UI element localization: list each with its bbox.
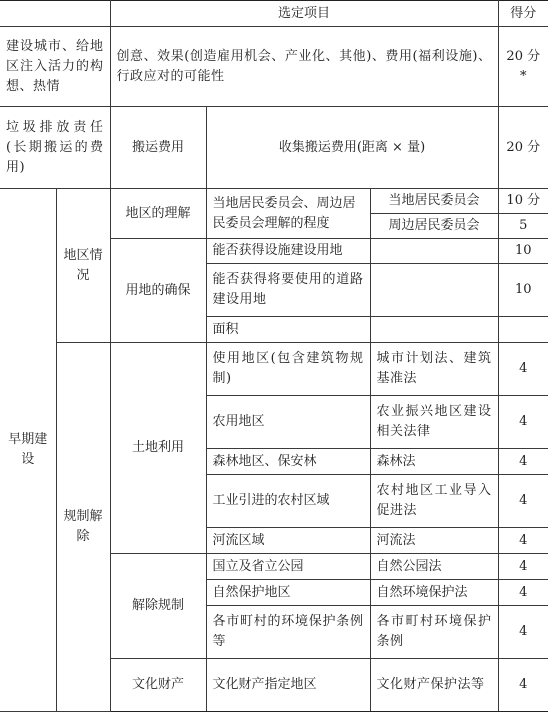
landuse-score: 4 [498,528,548,554]
land-secure-label: 用地的确保 [110,239,206,343]
landuse-law: 森林法 [370,449,498,475]
landuse-item: 森林地区、保安林 [206,449,370,475]
release-regulation-label: 解除规制 [110,554,206,659]
land-facility-empty [370,239,498,264]
land-area-score-empty [498,317,548,343]
region-situation-label: 地区情况 [56,189,110,343]
landuse-score: 4 [498,396,548,449]
land-facility-score: 10 [498,239,548,264]
region-understanding-label: 地区的理解 [110,189,206,239]
release-law: 各市町村环境保护条例 [370,606,498,659]
release-score: 4 [498,554,548,580]
row-waste-sub: 搬运费用 [110,107,206,189]
landuse-item: 工业引进的农村区域 [206,475,370,528]
cultural-property-label: 文化财产 [110,659,206,712]
row-waste-score: 20 分 [498,107,548,189]
landuse-law: 河流法 [370,528,498,554]
release-score: 4 [498,580,548,606]
cultural-score: 4 [498,659,548,712]
landuse-law: 城市计划法、建筑基准法 [370,343,498,396]
nearby-committee-score: 5 [498,214,548,239]
header-empty-cell [0,1,110,27]
landuse-score: 4 [498,475,548,528]
land-area-item: 面积 [206,317,370,343]
nearby-committee: 周边居民委员会 [370,214,498,239]
cultural-law: 文化财产保护法等 [370,659,498,712]
release-law: 自然环境保护法 [370,580,498,606]
release-score: 4 [498,606,548,659]
local-committee: 当地居民委员会 [370,189,498,214]
row-waste-label: 垃圾排放责任(长期搬运的费用) [0,107,110,189]
row-waste-content: 收集搬运费用(距离 × 量) [206,107,498,189]
landuse-label: 土地利用 [110,343,206,554]
header-score: 得分 [498,1,548,27]
landuse-law: 农业振兴地区建设相关法律 [370,396,498,449]
landuse-item: 农用地区 [206,396,370,449]
row-vision-score: 20 分* [498,27,548,107]
release-law: 自然公园法 [370,554,498,580]
land-road-score: 10 [498,264,548,317]
deregulation-label: 规制解除 [56,343,110,712]
row-vision-content: 创意、效果(创造雇用机会、产业化、其他)、费用(福利设施)、行政应对的可能性 [110,27,498,107]
land-area-empty [370,317,498,343]
early-construction-label: 早期建设 [0,189,56,712]
landuse-item: 河流区域 [206,528,370,554]
land-facility-item: 能否获得设施建设用地 [206,239,370,264]
land-road-item: 能否获得将要使用的道路建设用地 [206,264,370,317]
landuse-law: 农村地区工业导入促进法 [370,475,498,528]
land-road-empty [370,264,498,317]
header-item: 选定项目 [110,1,498,27]
landuse-item: 使用地区(包含建筑物规制) [206,343,370,396]
release-item: 国立及省立公园 [206,554,370,580]
release-item: 自然保护地区 [206,580,370,606]
cultural-item: 文化财产指定地区 [206,659,370,712]
landuse-score: 4 [498,449,548,475]
row-vision-label: 建设城市、给地区注入活力的构想、热情 [0,27,110,107]
release-item: 各市町村的环境保护条例等 [206,606,370,659]
region-understanding-item: 当地居民委员会、周边居民委员会理解的程度 [206,189,370,239]
landuse-score: 4 [498,343,548,396]
local-committee-score: 10 分 [498,189,548,214]
